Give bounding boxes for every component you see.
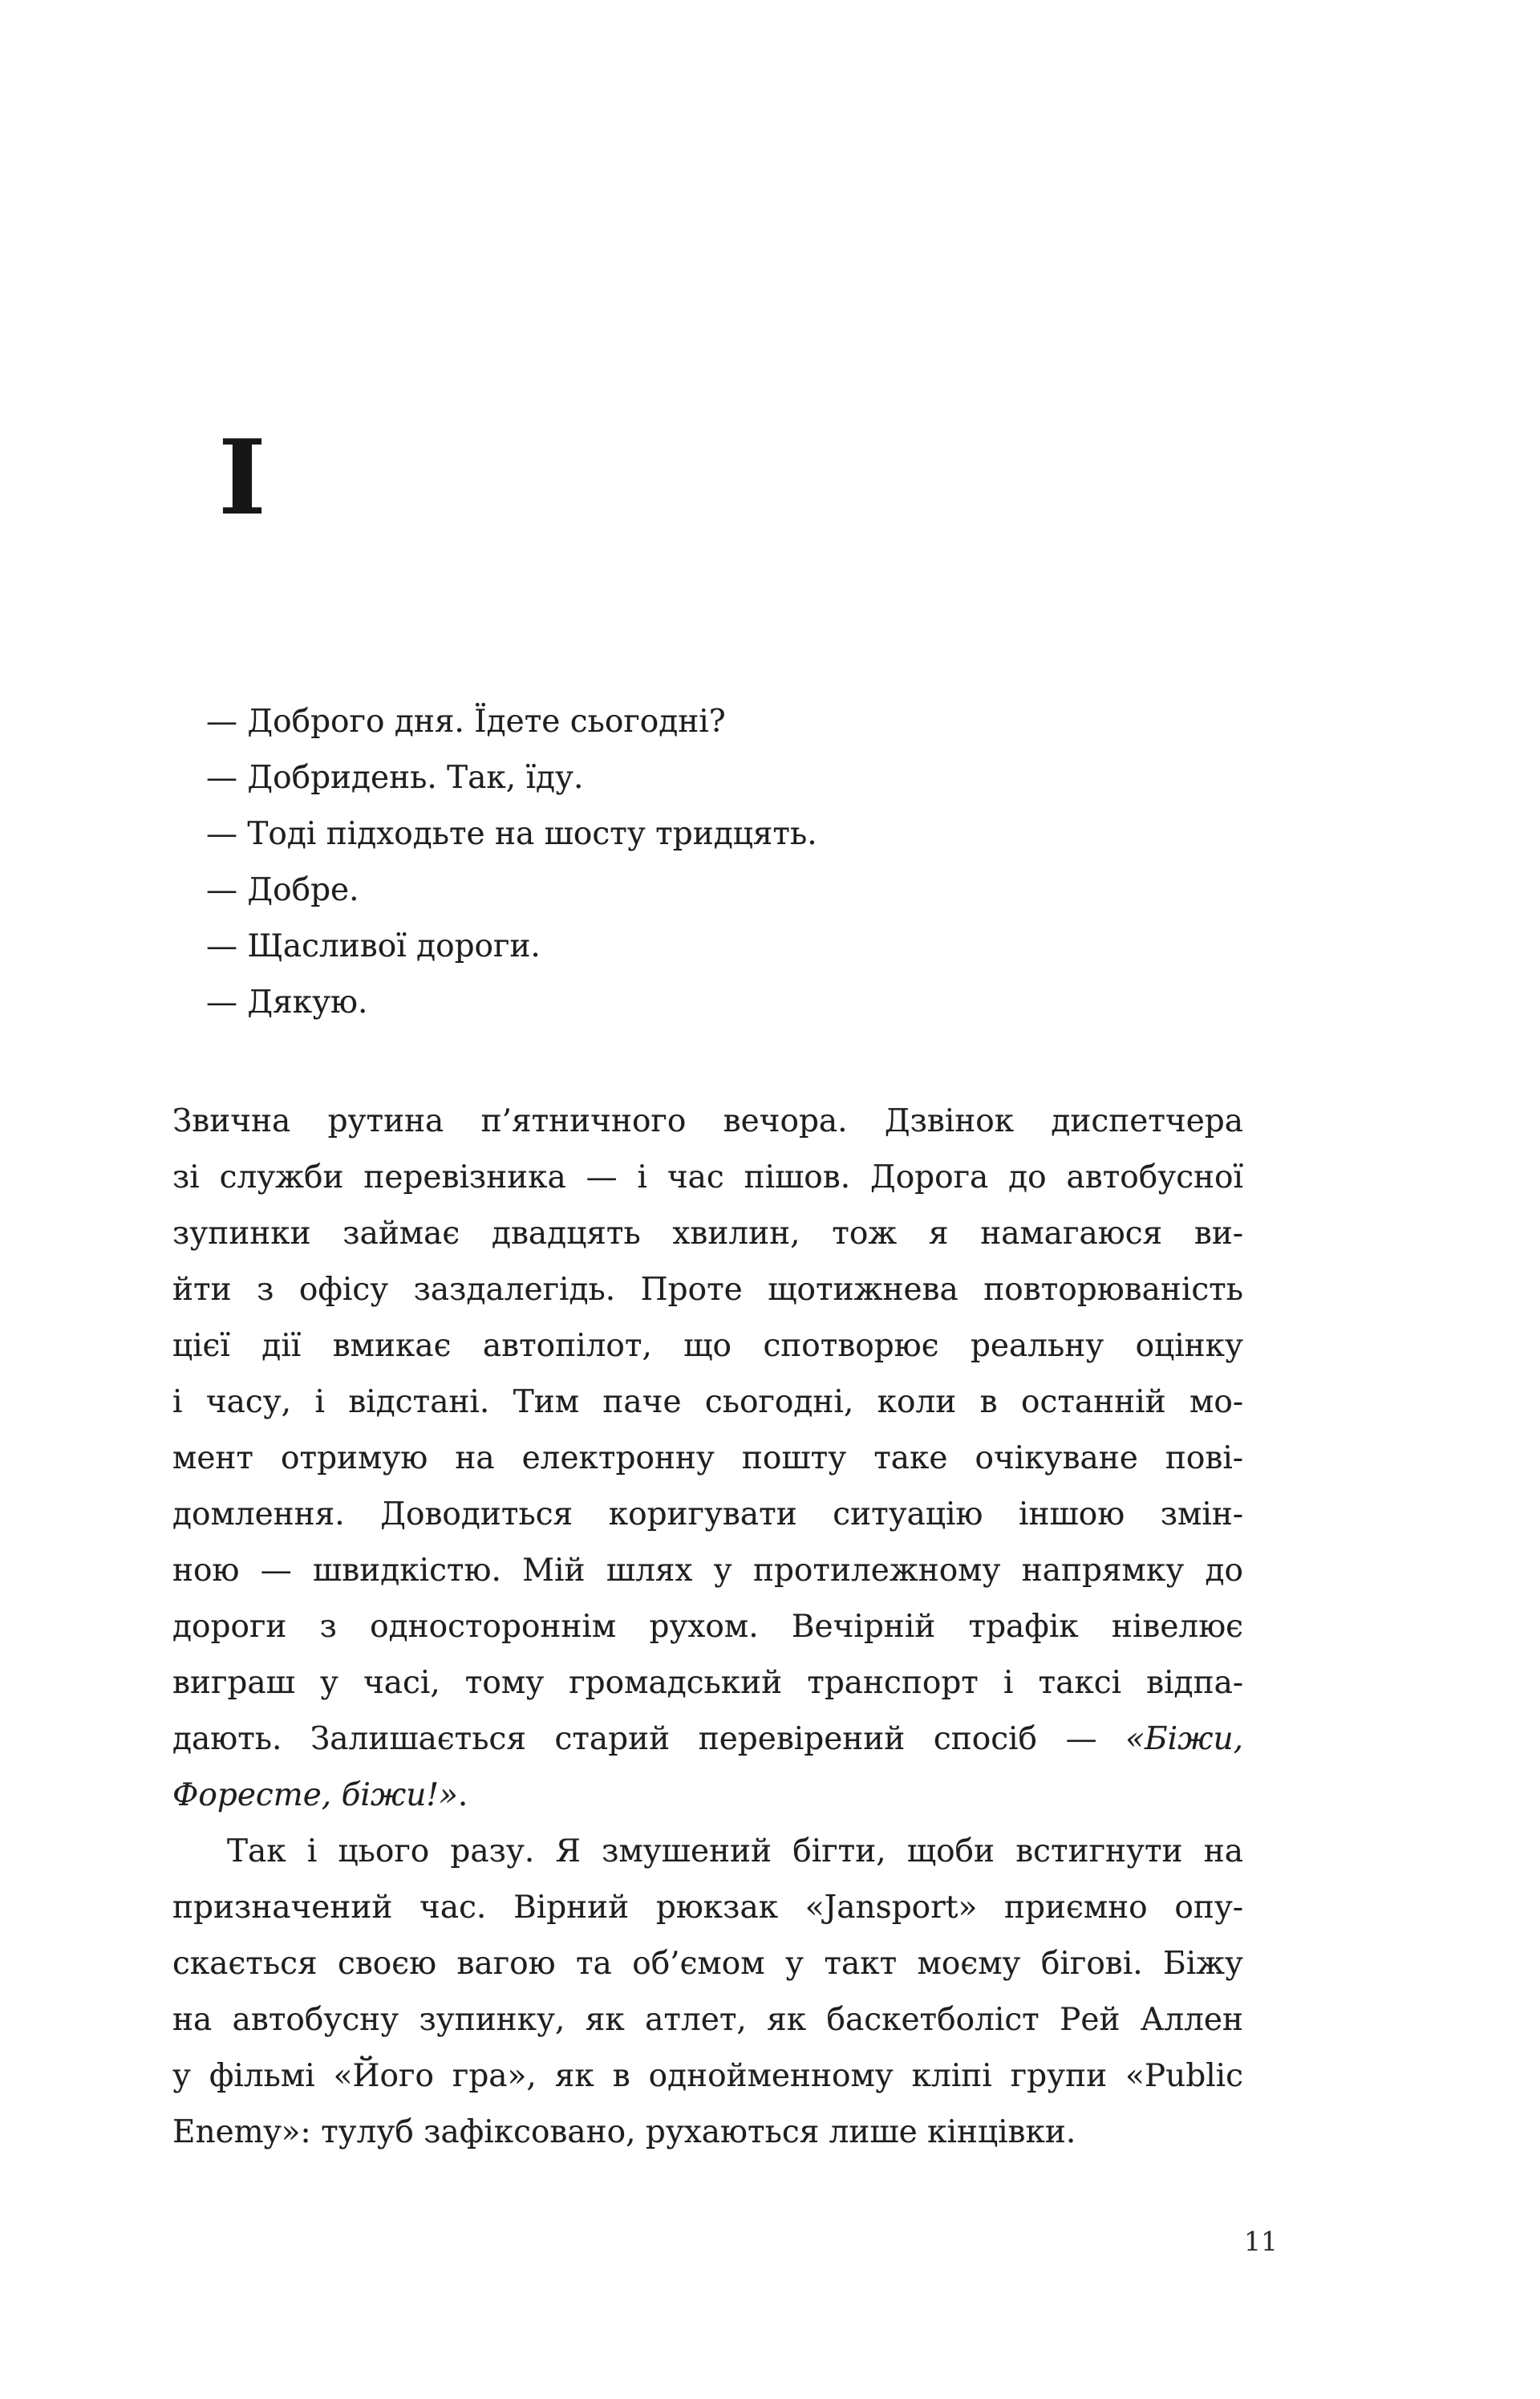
body-line	[172, 1206, 1243, 1262]
body-line	[172, 1992, 1243, 2048]
body-line	[172, 2048, 1243, 2105]
body-run: домлення. Доводиться коригувати ситуацію іншою змін-	[172, 1496, 1243, 1532]
body-run: мент отримую на електронну пошту таке очікуване пові-	[172, 1440, 1243, 1476]
page-number: 11	[1244, 2226, 1278, 2257]
body-line	[172, 1487, 1243, 1543]
body-run: ною — швидкістю. Мій шлях у протилежному напрямку до	[172, 1553, 1243, 1589]
body-run: на автобусну зупинку, як атлет, як баскетболіст Рей Аллен	[172, 2002, 1243, 2038]
body-line	[172, 1711, 1243, 1768]
dialogue-line: — Дякую.	[206, 984, 368, 1021]
body-run: і часу, і відстані. Тим паче сьогодні, коли в останній мо-	[172, 1384, 1243, 1420]
body-line	[172, 1543, 1243, 1599]
body-line	[172, 1262, 1243, 1318]
dialogue-line: — Доброго дня. Їдете сьогодні?	[206, 704, 726, 740]
body-run: .	[457, 1777, 468, 1813]
body-line	[172, 1318, 1243, 1374]
body-line	[172, 1150, 1243, 1206]
body-line	[172, 1880, 1243, 1936]
body-line	[172, 1768, 1243, 1824]
body-run-italic: «Біжи,	[1125, 1721, 1243, 1757]
body-run: зупинки займає двадцять хвилин, тож я намагаюся ви-	[172, 1216, 1243, 1252]
body-line	[172, 1094, 1243, 1150]
body-line	[172, 1431, 1243, 1487]
dialogue-line: — Добридень. Так, їду.	[206, 760, 584, 796]
body-line	[172, 1599, 1243, 1655]
body-run: у фільмі «Його гра», як в однойменному кліпі групи «Public	[172, 2058, 1243, 2094]
body-run: призначений час. Вірний рюкзак «Jansport» приємно опу-	[172, 1890, 1243, 1926]
body-line	[172, 2105, 1243, 2161]
body-run: Enemy»: тулуб зафіксовано, рухаються лише кінцівки.	[172, 2114, 1076, 2150]
body-run: Так і цього разу. Я змушений бігти, щоби встигнути на	[227, 1833, 1243, 1869]
body-line	[172, 1655, 1243, 1711]
dialogue-line: — Щасливої дороги.	[206, 928, 541, 964]
body-run: Звична рутина п’ятничного вечора. Дзвінок диспетчера	[172, 1103, 1243, 1139]
body-line	[172, 1936, 1243, 1992]
body-run: дороги з одностороннім рухом. Вечірній трафік нівелює	[172, 1609, 1243, 1645]
body-run: скається своєю вагою та об’ємом у такт моєму бігові. Біжу	[172, 1946, 1243, 1982]
dialogue-line: — Добре.	[206, 872, 359, 908]
body-run: дають. Залишається старий перевірений спосіб —	[172, 1721, 1126, 1757]
body-run-italic: Форесте, біжи!»	[172, 1777, 458, 1813]
body-line	[172, 1824, 1243, 1880]
body-text	[172, 1094, 1243, 2161]
dialogue-line: — Тоді підходьте на шосту тридцять.	[206, 816, 817, 852]
body-line	[172, 1374, 1243, 1431]
body-run: цієї дії вмикає автопілот, що спотворює реальну оцінку	[172, 1328, 1243, 1364]
body-run: зі служби перевізника — і час пішов. Дорога до автобусної	[172, 1159, 1243, 1195]
body-run: виграш у часі, тому громадський транспорт і таксі відпа-	[172, 1665, 1243, 1701]
dialogue-block	[172, 694, 1247, 1031]
chapter-heading: I	[218, 418, 266, 538]
body-run: йти з офісу заздалегідь. Проте щотижнева повторюваність	[172, 1272, 1243, 1308]
